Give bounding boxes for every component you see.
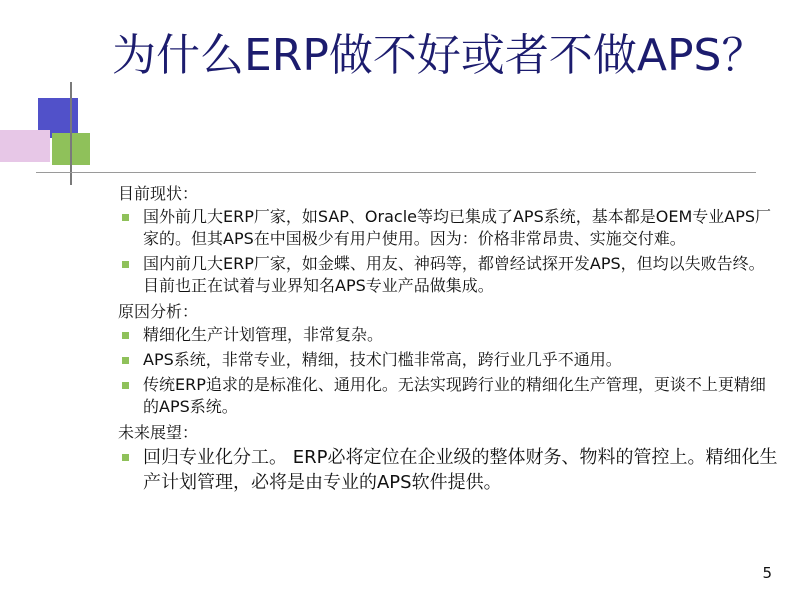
bullet-text: APS系统，非常专业，精细，技术门槛非常高，跨行业几乎不通用。 — [143, 350, 622, 369]
bullet-item — [118, 324, 778, 346]
bullet-text: 国内前几大ERP厂家，如金蝶、用友、神码等，都曾经试探开发APS，但均以失败告终。目前也正在试着与业界知名APS专业产品做集成。 — [143, 254, 765, 295]
title-divider — [36, 172, 756, 173]
bullet-item — [118, 349, 778, 371]
slide-content — [118, 180, 778, 498]
bullet-text: 传统ERP追求的是标准化、通用化。无法实现跨行业的精细化生产管理，更谈不上更精细的APS系统。 — [143, 375, 766, 416]
bullet-square-icon — [122, 382, 129, 389]
decor-vertical-line — [70, 82, 72, 185]
bullet-item — [118, 206, 778, 250]
bullet-square-icon — [122, 261, 129, 268]
bullet-text: 回归专业化分工。 ERP必将定位在企业级的整体财务、物料的管控上。精细化生产计划管理，必将是由专业的APS软件提供。 — [143, 447, 778, 493]
page-number: 5 — [762, 564, 772, 582]
bullet-text: 国外前几大ERP厂家，如SAP、Oracle等均已集成了APS系统，基本都是OEM专业APS厂家的。但其APS在中国极少有用户使用。因为：价格非常昂贵、实施交付难。 — [143, 207, 771, 248]
slide-title: 为什么ERP做不好或者不做APS？ — [112, 30, 766, 81]
bullet-item — [118, 374, 778, 418]
bullet-square-icon — [122, 454, 129, 461]
bullet-square-icon — [122, 214, 129, 221]
bullet-item — [118, 445, 778, 495]
section-heading-current: 目前现状： — [118, 184, 199, 203]
decor-pink-square — [0, 130, 50, 162]
bullet-text: 精细化生产计划管理，非常复杂。 — [143, 325, 384, 344]
section-heading-outlook: 未来展望： — [118, 423, 199, 442]
bullet-square-icon — [122, 357, 129, 364]
section-heading-reasons: 原因分析： — [118, 302, 199, 321]
bullet-item — [118, 253, 778, 297]
bullet-square-icon — [122, 332, 129, 339]
